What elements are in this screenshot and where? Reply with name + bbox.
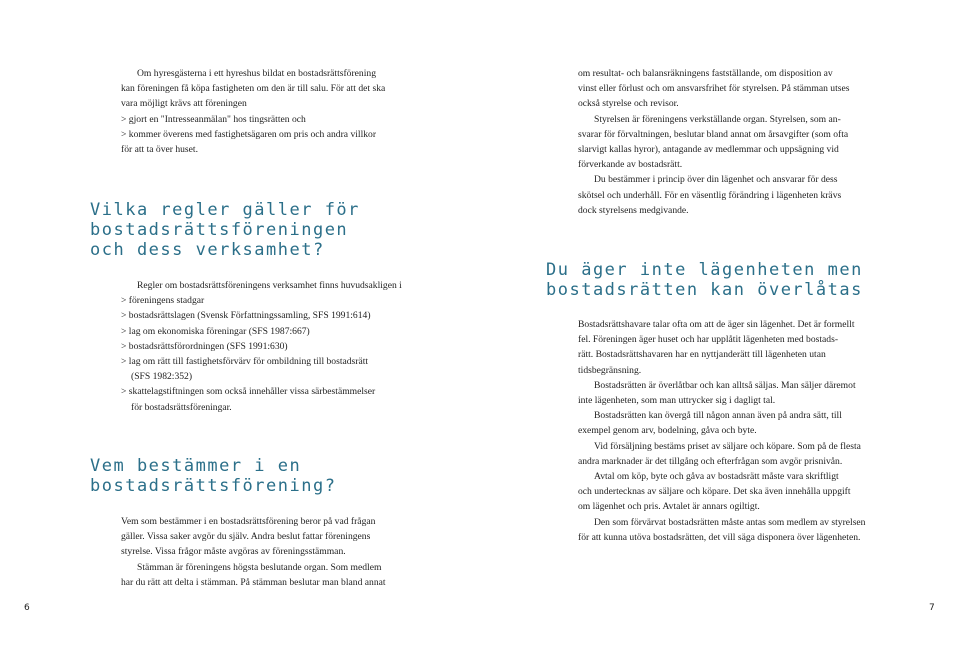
own-line: fel. Föreningen äger huset och har upplåtit lägenheten med bostads- — [578, 334, 839, 346]
rules-list-continuation: för bostadsrättsföreningar. — [131, 401, 232, 413]
stamma-line: dock styrelsens medgivande. — [578, 204, 689, 216]
rules-paragraph — [121, 278, 421, 415]
page-number-left: 6 — [24, 603, 30, 613]
decide-line: styrelse. Vissa frågor måste avgöras av föreningsstämman. — [121, 546, 346, 558]
rules-list-continuation: (SFS 1982:352) — [131, 371, 193, 383]
own-line: andra marknader är det tillgång och efterfrågan som avgör prisnivån. — [578, 455, 843, 467]
stamma-line: svarar för förvaltningen, beslutar bland annat om årsavgifter (som ofta — [578, 128, 849, 140]
own-line: Bostadsrättshavare talar ofta om att de äger sin lägenhet. Det är formellt — [578, 319, 855, 330]
own-line: om lägenhet och pris. Avtalet är annars ogiltigt. — [578, 501, 760, 513]
own-line: för att kunna utöva bostadsrätten, det vill säga disponera över lägenheten. — [578, 531, 861, 543]
intro-line: kan föreningen få köpa fastigheten om den är till salu. För att det ska — [121, 83, 386, 95]
stamma-line: Styrelsen är föreningens verkställande organ. Styrelsen, som an- — [594, 113, 841, 125]
rules-list-item: > föreningens stadgar — [121, 295, 205, 307]
stamma-line: skötsel och underhåll. För en väsentlig förändring i lägenheten krävs — [578, 189, 842, 201]
decide-line: gäller. Vissa saker avgör du själv. Andra beslut fattar föreningens — [121, 531, 371, 543]
stamma-line: Du bestämmer i princip över din lägenhet och ansvarar för dess — [594, 174, 838, 186]
rules-list-item: > skattelagstiftningen som också innehåller vissa särbestämmelser — [121, 386, 376, 398]
intro-list-item: > kommer överens med fastighetsägaren om pris och andra villkor — [121, 128, 377, 140]
right-page — [480, 0, 960, 655]
heading-own: Du äger inte lägenheten men bostadsrätten kan överlåtas — [546, 260, 863, 300]
own-line: exempel genom arv, bodelning, gåva och byte. — [578, 425, 757, 437]
heading-decide: Vem bestämmer i en bostadsrättsförening? — [90, 456, 337, 496]
own-line: Vid försäljning bestäms priset av säljare och köpare. Som på de flesta — [594, 440, 861, 452]
stamma-line: förverkande av bostadsrätt. — [578, 159, 683, 171]
intro-line: för att ta över huset. — [121, 144, 198, 156]
own-line: Avtal om köp, byte och gåva av bostadsrätt måste vara skriftligt — [594, 471, 839, 483]
intro-line: Om hyresgästerna i ett hyreshus bildat en bostadsrättsförening — [137, 68, 376, 79]
decide-line: har du rätt att delta i stämman. På stämman beslutar man bland annat — [121, 576, 386, 588]
page-number-right: 7 — [929, 603, 935, 613]
intro-line: vara möjligt krävs att föreningen — [121, 98, 247, 110]
stamma-paragraph — [578, 66, 878, 218]
rules-list-item: > bostadsrättslagen (Svensk Författningssamling, SFS 1991:614) — [121, 310, 371, 322]
rules-list-item: > lag om ekonomiska föreningar (SFS 1987:667) — [121, 325, 310, 337]
decide-line: Stämman är föreningens högsta beslutande organ. Som medlem — [137, 561, 382, 573]
rules-list-item: > lag om rätt till fastighetsförvärv för ombildning till bostadsrätt — [121, 356, 369, 368]
stamma-line: slarvigt kallas hyror), antagande av medlemmar och uppsägning vid — [578, 144, 839, 156]
intro-paragraph — [121, 66, 421, 157]
decide-line: Vem som bestämmer i en bostadsrättsförening beror på vad frågan — [121, 516, 376, 527]
own-line: rätt. Bostadsrättshavaren har en nyttjanderätt till lägenheten utan — [578, 349, 826, 361]
rules-line: Regler om bostadsrättsföreningens verksamhet finns huvudsakligen i — [137, 280, 402, 291]
stamma-line: också styrelse och revisor. — [578, 98, 679, 110]
own-paragraph — [578, 317, 878, 545]
own-line: tidsbegränsning. — [578, 364, 642, 376]
own-line: Bostadsrätten kan övergå till någon annan även på andra sätt, till — [594, 410, 842, 422]
own-line: och undertecknas av säljare och köpare. Det ska även innehålla uppgift — [578, 486, 851, 498]
heading-rules: Vilka regler gäller för bostadsrättsföreningen och dess verksamhet? — [90, 200, 360, 260]
intro-list-item: > gjort en "Intresseanmälan" hos tingsrätten och — [121, 113, 306, 125]
own-line: Bostadsrätten är överlåtbar och kan alltså säljas. Man säljer däremot — [594, 379, 856, 391]
rules-list-item: > bostadsrättsförordningen (SFS 1991:630) — [121, 340, 288, 352]
stamma-line: om resultat- och balansräkningens fastställande, om disposition av — [578, 68, 833, 79]
own-line: Den som förvärvat bostadsrätten måste antas som medlem av styrelsen — [594, 516, 866, 528]
decide-paragraph — [121, 514, 421, 590]
stamma-line: vinst eller förlust och om ansvarsfrihet för styrelsen. På stämman utses — [578, 83, 850, 95]
own-line: inte lägenheten, som man uttrycker sig i dagligt tal. — [578, 395, 776, 407]
